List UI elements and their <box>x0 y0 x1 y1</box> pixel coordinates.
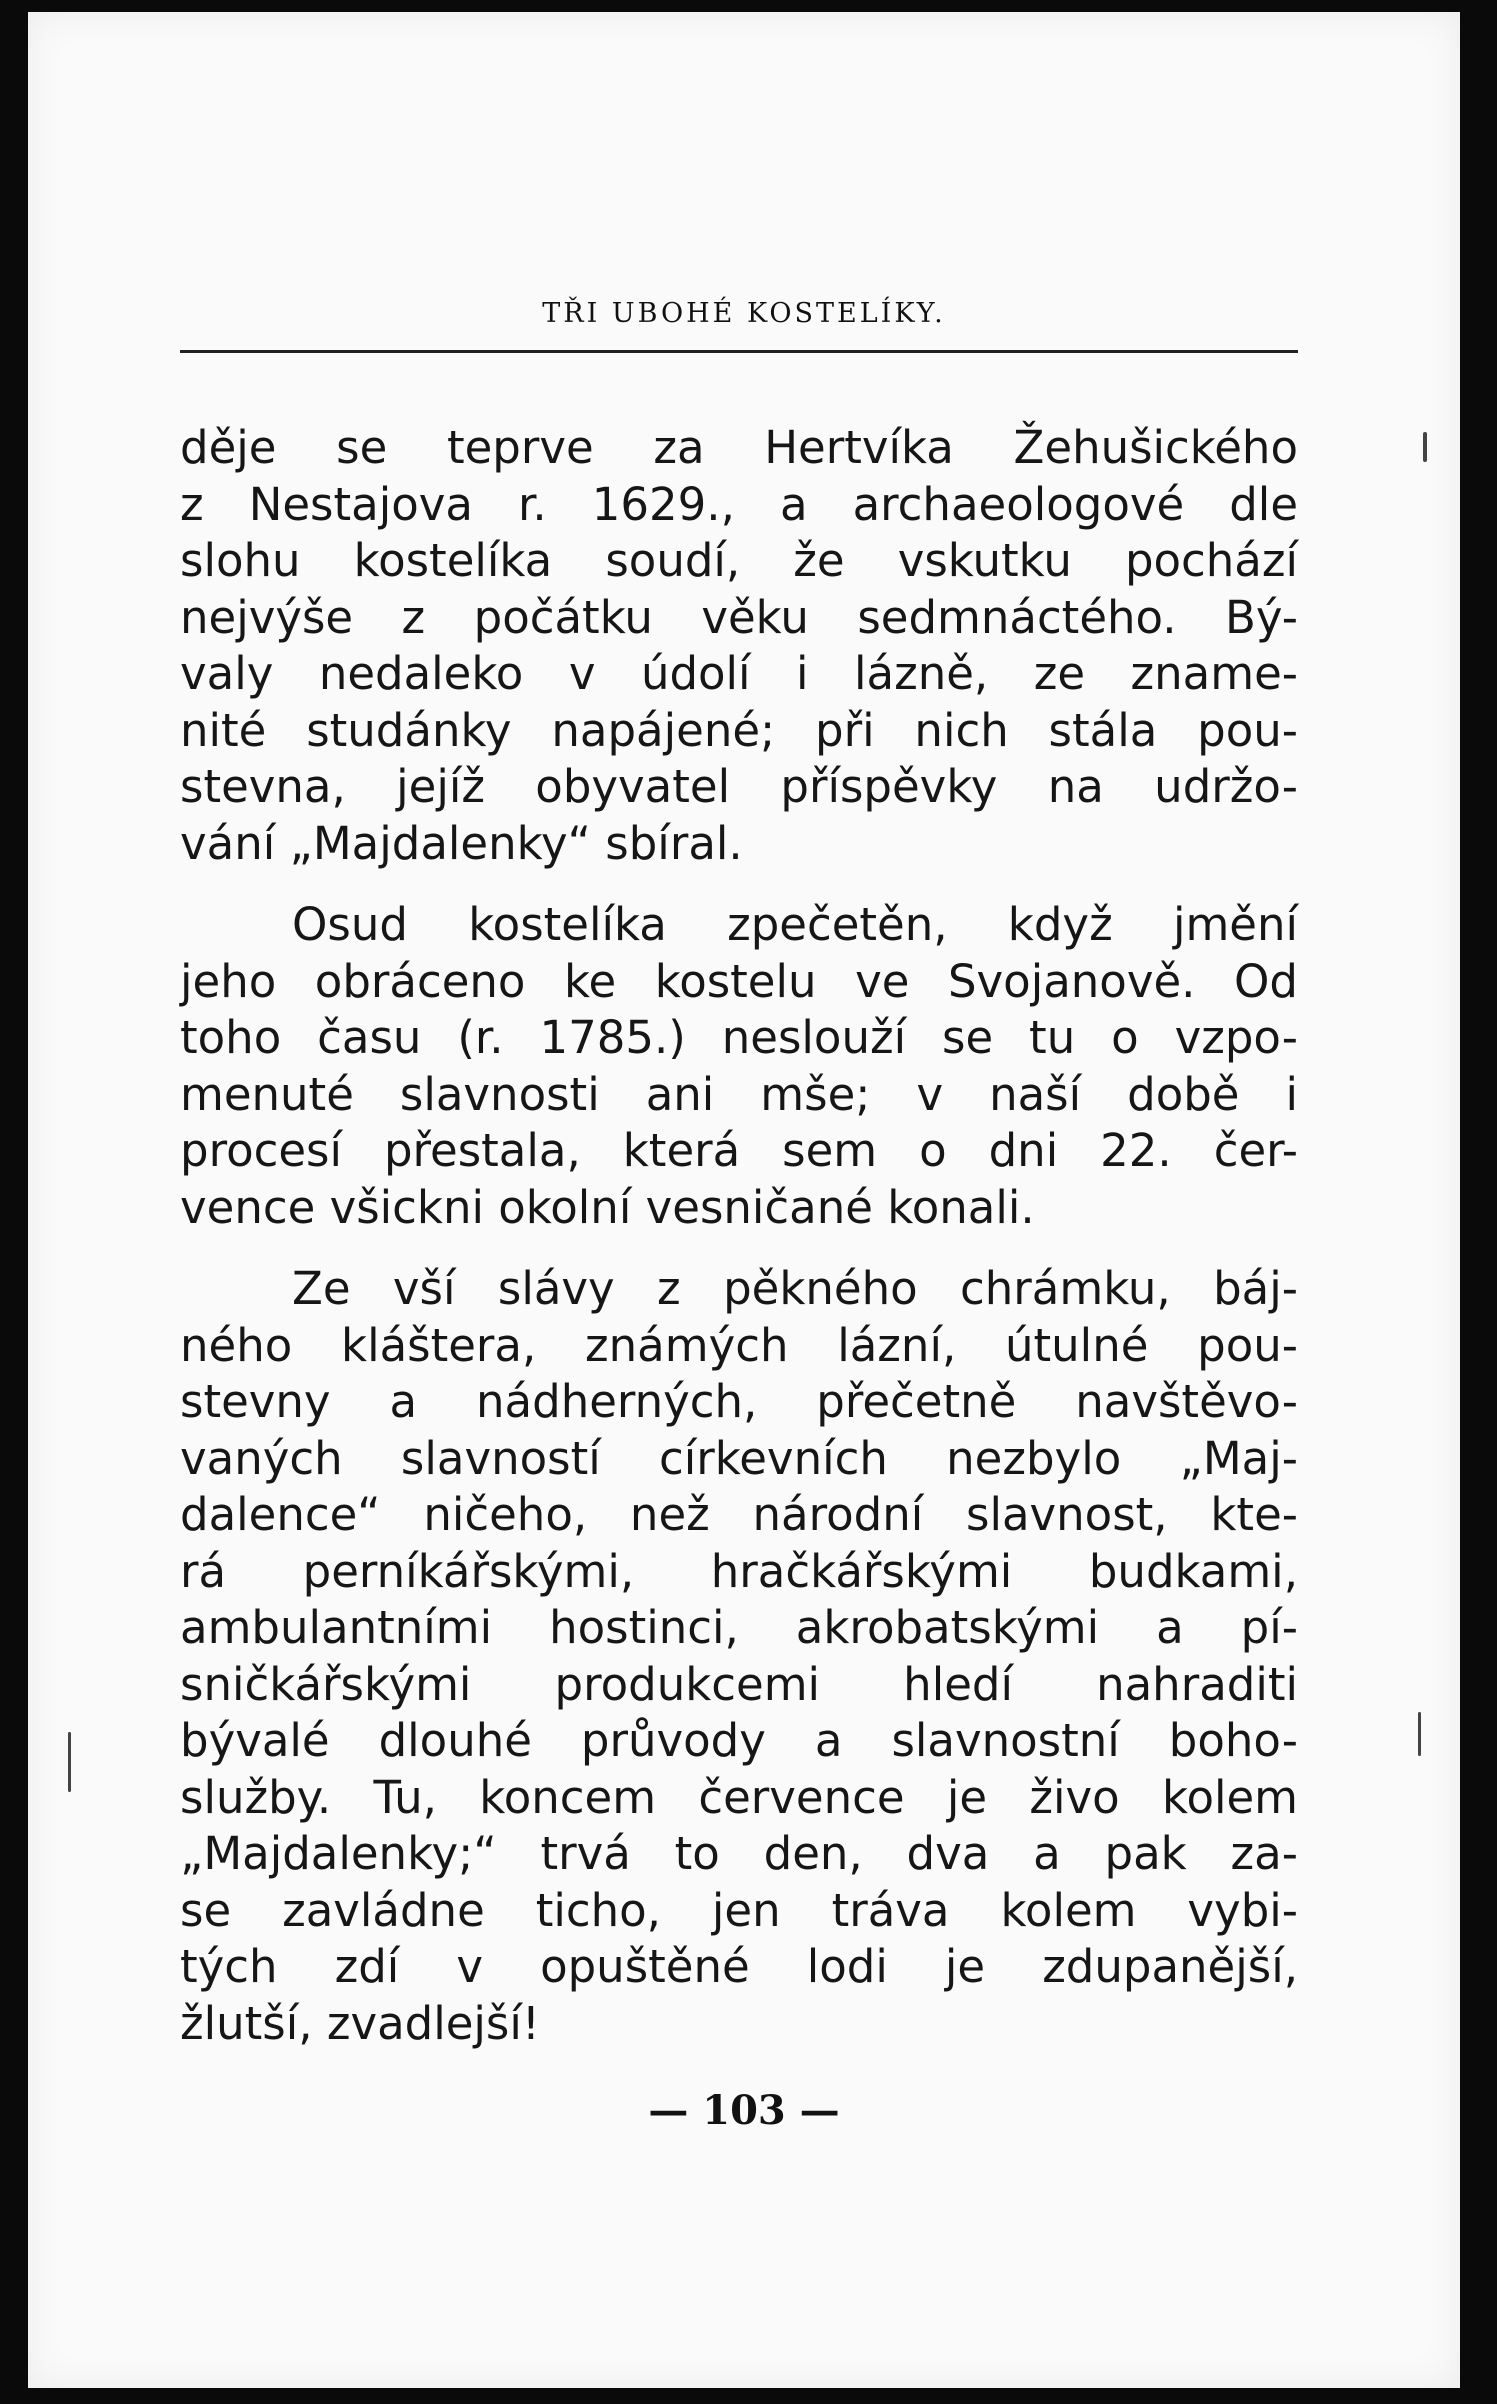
text-line: vání „Majdalenky“ sbíral. <box>180 816 743 870</box>
text-line: toho času (r. 1785.) neslouží se tu o vzpo- <box>180 1011 1298 1064</box>
scan-speck <box>68 1732 71 1792</box>
paragraph <box>180 420 1298 872</box>
paragraph <box>180 1261 1298 2052</box>
text-line: sničkářskými produkcemi hledí nahraditi <box>180 1657 1298 1711</box>
paragraph <box>180 897 1298 1236</box>
text-line: Ze vší slávy z pěkného chrámku, báj- <box>292 1262 1298 1315</box>
text-line: děje se teprve za Hertvíka Žehušického <box>180 421 1298 474</box>
text-line: se zavládne ticho, jen tráva kolem vybi- <box>180 1883 1298 1937</box>
text-line: menuté slavnosti ani mše; v naší době i <box>180 1067 1298 1121</box>
text-line: ambulantními hostinci, akrobatskými a pí- <box>180 1601 1298 1654</box>
running-title: TŘI UBOHÉ KOSTELÍKY. <box>542 298 946 329</box>
text-line: služby. Tu, koncem července je živo kolem <box>180 1770 1298 1824</box>
book-page <box>28 12 1460 2388</box>
text-line: procesí přestala, která sem o dni 22. čer- <box>180 1124 1298 1177</box>
text-line: žlutší, zvadlejší! <box>180 1996 540 2050</box>
text-line: rá perníkářskými, hračkářskými budkami, <box>180 1544 1298 1598</box>
scan-speck <box>1418 1712 1421 1756</box>
text-line: bývalé dlouhé průvody a slavnostní boho- <box>180 1714 1298 1767</box>
text-line: z Nestajova r. 1629., a archaeologové dle <box>180 477 1298 531</box>
text-line: tých zdí v opuštěné lodi je zdupanější, <box>180 1940 1298 1993</box>
page-number: — 103 — <box>648 2087 840 2134</box>
text-line: dalence“ ničeho, než národní slavnost, kte- <box>180 1488 1298 1541</box>
text-line: stevny a nádherných, přečetně navštěvo- <box>180 1375 1298 1428</box>
text-line: stevna, jejíž obyvatel příspěvky na udržo- <box>180 760 1298 813</box>
text-line: Osud kostelíka zpečetěn, když jmění <box>292 898 1298 951</box>
text-line: jeho obráceno ke kostelu ve Svojanově. Od <box>180 954 1298 1008</box>
scan-speck <box>1423 432 1427 462</box>
text-line: slohu kostelíka soudí, že vskutku pochází <box>180 534 1298 587</box>
body-text <box>180 420 1298 2077</box>
header-rule <box>180 350 1298 353</box>
text-line: vaných slavností církevních nezbylo „Maj- <box>180 1431 1298 1485</box>
text-line: vence všickni okolní vesničané konali. <box>180 1180 1035 1234</box>
text-line: nejvýše z počátku věku sedmnáctého. Bý- <box>180 590 1298 644</box>
text-line: valy nedaleko v údolí i lázně, ze zname- <box>180 647 1298 700</box>
text-line: ného kláštera, známých lázní, útulné pou- <box>180 1318 1298 1372</box>
text-line: „Majdalenky;“ trvá to den, dva a pak za- <box>180 1827 1298 1880</box>
text-line: nité studánky napájené; při nich stála pou- <box>180 703 1298 757</box>
